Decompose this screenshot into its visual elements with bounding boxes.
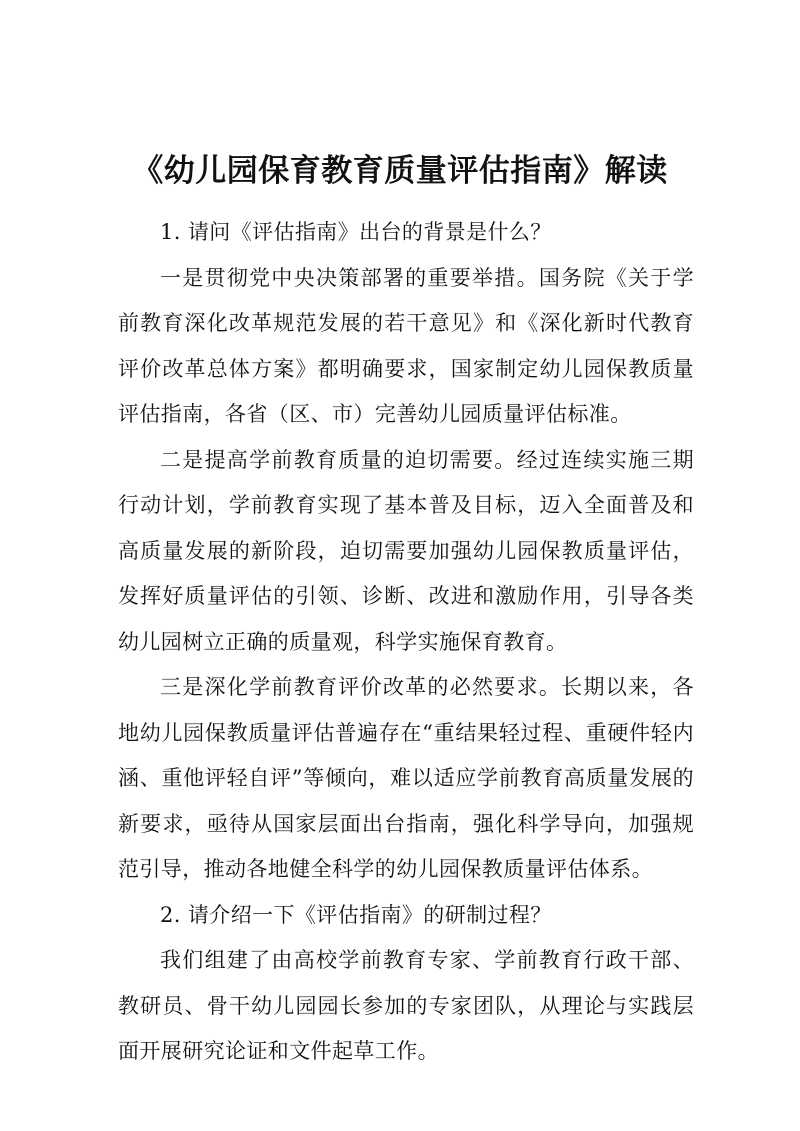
question-1: 1. 请问《评估指南》出台的背景是什么？: [160, 220, 552, 244]
answer-1-paragraph-3: 三是深化学前教育评价改革的必然要求。长期以来，各地幼儿园保教质量评估普遍存在“重结果轻过程、重硬件轻内涵、重他评轻自评”等倾向，难以适应学前教育高质量发展的新要求，亟待从国家层面出台指南，强化科学导向，加强规范引导，推动各地健全科学的幼儿园保教质量评估体系。: [118, 675, 694, 881]
document-body: [118, 210, 694, 1075]
answer-1-paragraph-2: 二是提高学前教育质量的迫切需要。经过连续实施三期行动计划，学前教育实现了基本普及目标，迈入全面普及和高质量发展的新阶段，迫切需要加强幼儿园保教质量评估，发挥好质量评估的引领、诊断、改进和激励作用，引导各类幼儿园树立正确的质量观，科学实施保育教育。: [118, 447, 694, 654]
question-2: 2. 请介绍一下《评估指南》的研制过程？: [160, 902, 552, 927]
answer-1-paragraph-1: 一是贯彻党中央决策部署的重要举措。国务院《关于学前教育深化改革规范发展的若干意见》和《深化新时代教育评价改革总体方案》都明确要求，国家制定幼儿园保教质量评估指南，各省（区、市）完善幼儿园质量评估标准。: [118, 265, 694, 426]
answer-2-paragraph-1: 我们组建了由高校学前教育专家、学前教育行政干部、教研员、骨干幼儿园园长参加的专家团队，从理论与实践层面开展研究论证和文件起草工作。: [118, 948, 694, 1063]
document-title: 《幼儿园保育教育质量评估指南》解读: [132, 152, 668, 189]
